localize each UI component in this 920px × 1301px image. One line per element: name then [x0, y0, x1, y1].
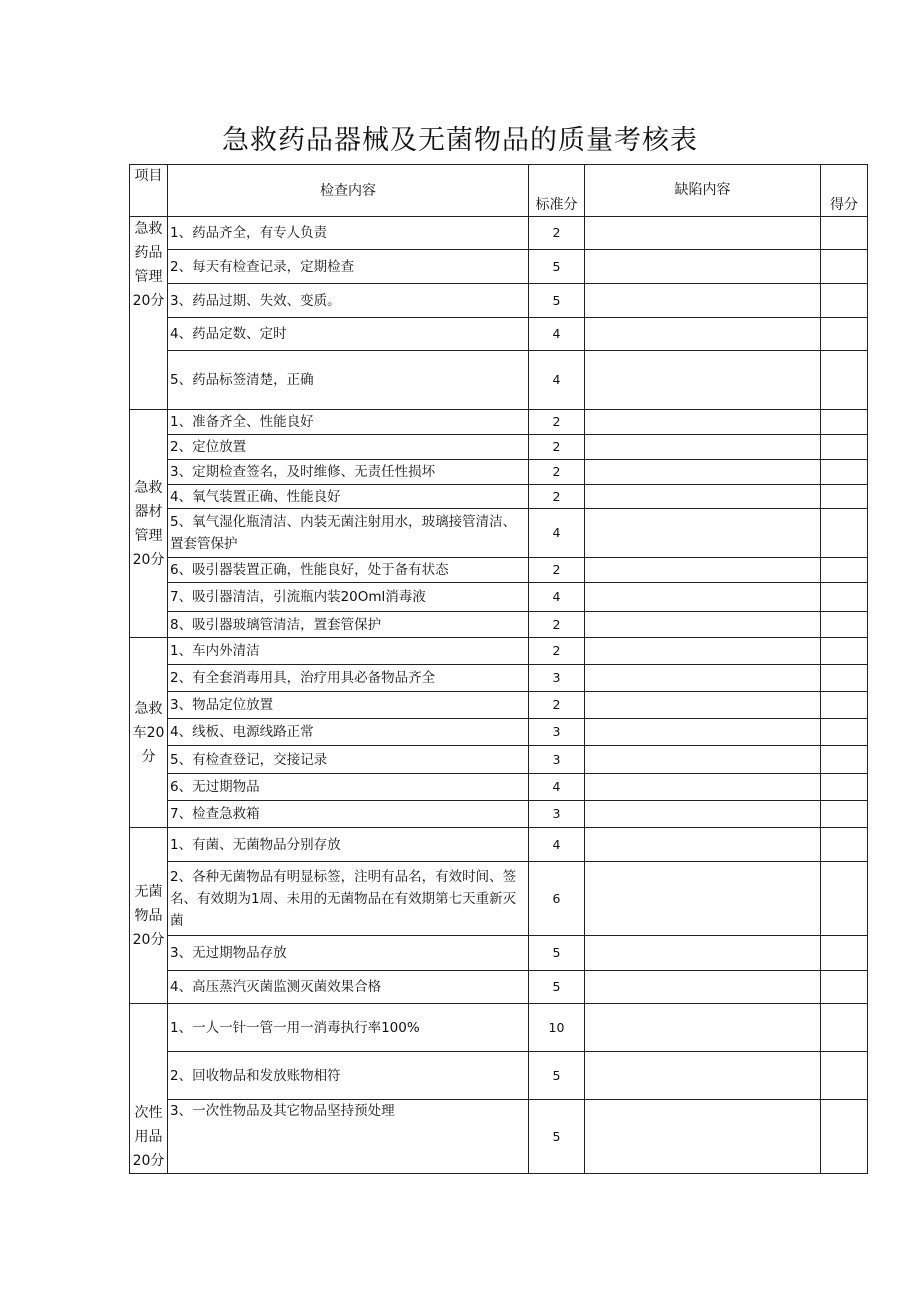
defect-cell[interactable] [585, 828, 821, 862]
table-row [130, 774, 868, 801]
obtained-score-cell[interactable] [821, 351, 868, 410]
defect-cell[interactable] [585, 971, 821, 1004]
table-row [130, 351, 868, 410]
check-content-cell: 2、回收物品和发放账物相符 [168, 1052, 529, 1100]
check-content-cell: 3、一次性物品及其它物品坚持预处理 [168, 1100, 529, 1174]
section-item-cell: 急救器材管理20分 [130, 410, 168, 638]
obtained-score-cell[interactable] [821, 936, 868, 971]
standard-score-cell: 2 [529, 460, 585, 485]
standard-score-cell: 2 [529, 612, 585, 638]
table-row [130, 936, 868, 971]
standard-score-cell: 2 [529, 638, 585, 665]
defect-cell[interactable] [585, 638, 821, 665]
section-item-cell: 无菌物品20分 [130, 828, 168, 1004]
check-content-cell: 5、药品标签清楚，正确 [168, 351, 529, 410]
defect-cell[interactable] [585, 318, 821, 351]
table-row [130, 1004, 868, 1052]
check-content-cell: 3、物品定位放置 [168, 692, 529, 719]
check-content-cell: 4、线板、电源线路正常 [168, 719, 529, 746]
check-content-cell: 4、高压蒸汽灭菌监测灭菌效果合格 [168, 971, 529, 1004]
standard-score-cell: 4 [529, 351, 585, 410]
table-row [130, 612, 868, 638]
obtained-score-cell[interactable] [821, 746, 868, 774]
obtained-score-cell[interactable] [821, 583, 868, 612]
section-item-cell: 急救药品管理20分 [130, 217, 168, 410]
table-row [130, 558, 868, 583]
table-row [130, 250, 868, 284]
header-item: 项目 [130, 165, 168, 217]
obtained-score-cell[interactable] [821, 284, 868, 318]
table-body [130, 217, 868, 1174]
check-content-cell: 5、氧气湿化瓶清洁、内装无菌注射用水，玻璃接管清洁、置套管保护 [168, 509, 529, 558]
standard-score-cell: 3 [529, 719, 585, 746]
standard-score-cell: 5 [529, 284, 585, 318]
standard-score-cell: 4 [529, 583, 585, 612]
header-defect: 缺陷内容 [585, 165, 821, 217]
assessment-table [129, 164, 868, 1174]
standard-score-cell: 5 [529, 1100, 585, 1174]
obtained-score-cell[interactable] [821, 318, 868, 351]
header-score: 得分 [821, 165, 868, 217]
standard-score-cell: 2 [529, 692, 585, 719]
defect-cell[interactable] [585, 719, 821, 746]
check-content-cell: 4、药品定数、定时 [168, 318, 529, 351]
table-row [130, 862, 868, 936]
defect-cell[interactable] [585, 801, 821, 828]
obtained-score-cell[interactable] [821, 612, 868, 638]
standard-score-cell: 5 [529, 1052, 585, 1100]
obtained-score-cell[interactable] [821, 509, 868, 558]
table-row [130, 318, 868, 351]
standard-score-cell: 4 [529, 774, 585, 801]
check-content-cell: 1、有菌、无菌物品分别存放 [168, 828, 529, 862]
defect-cell[interactable] [585, 460, 821, 485]
table-row [130, 284, 868, 318]
check-content-cell: 7、吸引器清洁，引流瓶内装20Oml消毒液 [168, 583, 529, 612]
table-row [130, 746, 868, 774]
defect-cell[interactable] [585, 692, 821, 719]
check-content-cell: 1、准备齐全、性能良好 [168, 410, 529, 435]
header-row [130, 165, 868, 217]
table-row [130, 460, 868, 485]
table-row [130, 1100, 868, 1174]
table-row [130, 692, 868, 719]
standard-score-cell: 5 [529, 936, 585, 971]
defect-cell[interactable] [585, 862, 821, 936]
check-content-cell: 3、药品过期、失效、变质。 [168, 284, 529, 318]
obtained-score-cell[interactable] [821, 485, 868, 509]
check-content-cell: 6、吸引器装置正确，性能良好，处于备有状态 [168, 558, 529, 583]
check-content-cell: 4、氧气装置正确、性能良好 [168, 485, 529, 509]
standard-score-cell: 2 [529, 485, 585, 509]
defect-cell[interactable] [585, 665, 821, 692]
table-row [130, 828, 868, 862]
defect-cell[interactable] [585, 284, 821, 318]
table-row [130, 719, 868, 746]
standard-score-cell: 5 [529, 971, 585, 1004]
header-standard: 标准分 [529, 165, 585, 217]
obtained-score-cell[interactable] [821, 460, 868, 485]
defect-cell[interactable] [585, 558, 821, 583]
obtained-score-cell[interactable] [821, 435, 868, 460]
obtained-score-cell[interactable] [821, 719, 868, 746]
defect-cell[interactable] [585, 612, 821, 638]
obtained-score-cell[interactable] [821, 801, 868, 828]
header-content: 检查内容 [168, 165, 529, 217]
standard-score-cell: 3 [529, 801, 585, 828]
obtained-score-cell[interactable] [821, 828, 868, 862]
table-row [130, 217, 868, 250]
table-row [130, 665, 868, 692]
defect-cell[interactable] [585, 1004, 821, 1052]
obtained-score-cell[interactable] [821, 774, 868, 801]
standard-score-cell: 2 [529, 217, 585, 250]
obtained-score-cell[interactable] [821, 1052, 868, 1100]
check-content-cell: 2、每天有检查记录，定期检查 [168, 250, 529, 284]
section-item-cell: 急救车20分 [130, 638, 168, 828]
obtained-score-cell[interactable] [821, 558, 868, 583]
defect-cell[interactable] [585, 351, 821, 410]
check-content-cell: 3、无过期物品存放 [168, 936, 529, 971]
obtained-score-cell[interactable] [821, 971, 868, 1004]
obtained-score-cell[interactable] [821, 217, 868, 250]
check-content-cell: 2、有全套消毒用具，治疗用具必备物品齐全 [168, 665, 529, 692]
obtained-score-cell[interactable] [821, 692, 868, 719]
standard-score-cell: 2 [529, 435, 585, 460]
defect-cell[interactable] [585, 250, 821, 284]
obtained-score-cell[interactable] [821, 410, 868, 435]
check-content-cell: 2、各种无菌物品有明显标签，注明有品名，有效时间、签名、有效期为1周、未用的无菌物品在有效期第七天重新灭菌 [168, 862, 529, 936]
standard-score-cell: 2 [529, 558, 585, 583]
section-item-cell: 次性用品20分 [130, 1004, 168, 1174]
standard-score-cell: 4 [529, 828, 585, 862]
obtained-score-cell[interactable] [821, 1100, 868, 1174]
obtained-score-cell[interactable] [821, 665, 868, 692]
standard-score-cell: 10 [529, 1004, 585, 1052]
defect-cell[interactable] [585, 583, 821, 612]
table-row [130, 583, 868, 612]
standard-score-cell: 2 [529, 410, 585, 435]
defect-cell[interactable] [585, 1100, 821, 1174]
check-content-cell: 7、检查急救箱 [168, 801, 529, 828]
check-content-cell: 6、无过期物品 [168, 774, 529, 801]
standard-score-cell: 6 [529, 862, 585, 936]
check-content-cell: 5、有检查登记，交接记录 [168, 746, 529, 774]
standard-score-cell: 4 [529, 509, 585, 558]
defect-cell[interactable] [585, 774, 821, 801]
standard-score-cell: 4 [529, 318, 585, 351]
check-content-cell: 1、车内外清洁 [168, 638, 529, 665]
check-content-cell: 2、定位放置 [168, 435, 529, 460]
defect-cell[interactable] [585, 936, 821, 971]
table-row [130, 410, 868, 435]
table-row [130, 509, 868, 558]
table-row [130, 485, 868, 509]
defect-cell[interactable] [585, 1052, 821, 1100]
check-content-cell: 8、吸引器玻璃管清洁，置套管保护 [168, 612, 529, 638]
table-row [130, 801, 868, 828]
obtained-score-cell[interactable] [821, 1004, 868, 1052]
standard-score-cell: 3 [529, 746, 585, 774]
check-content-cell: 1、药品齐全，有专人负责 [168, 217, 529, 250]
defect-cell[interactable] [585, 746, 821, 774]
check-content-cell: 1、一人一针一管一用一消毒执行率100% [168, 1004, 529, 1052]
check-content-cell: 3、定期检查签名，及时维修、无责任性损坏 [168, 460, 529, 485]
table-row [130, 1052, 868, 1100]
table-row [130, 971, 868, 1004]
table-row [130, 435, 868, 460]
defect-cell[interactable] [585, 217, 821, 250]
defect-cell[interactable] [585, 509, 821, 558]
table-row [130, 638, 868, 665]
page-title: 急救药品器械及无菌物品的质量考核表 [222, 125, 698, 156]
defect-cell[interactable] [585, 485, 821, 509]
obtained-score-cell[interactable] [821, 862, 868, 936]
defect-cell[interactable] [585, 410, 821, 435]
defect-cell[interactable] [585, 435, 821, 460]
obtained-score-cell[interactable] [821, 250, 868, 284]
standard-score-cell: 5 [529, 250, 585, 284]
obtained-score-cell[interactable] [821, 638, 868, 665]
standard-score-cell: 3 [529, 665, 585, 692]
